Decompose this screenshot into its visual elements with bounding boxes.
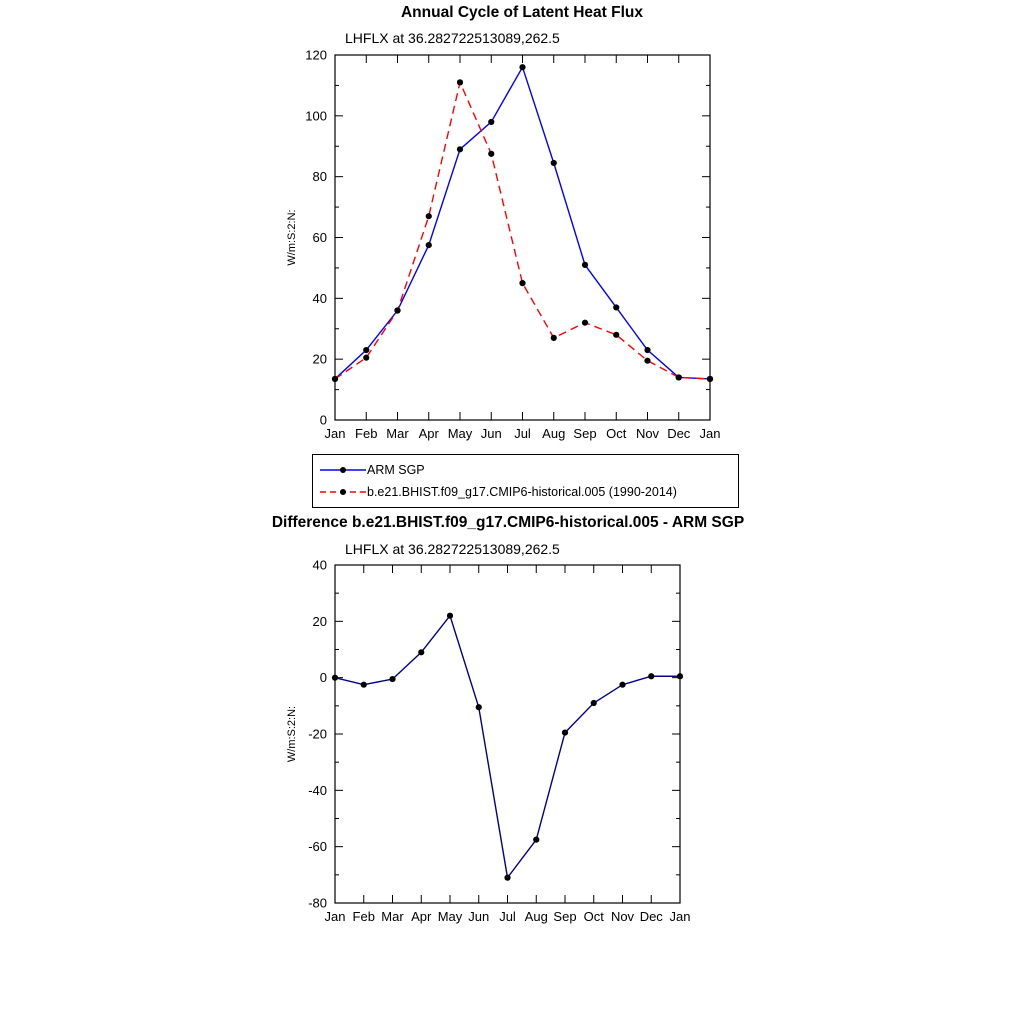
y-tick-label: 20 xyxy=(312,613,327,629)
legend-label-model: b.e21.BHIST.f09_g17.CMIP6-historical.005 (1990-2014) xyxy=(367,485,677,499)
y-axis-title: W/m:S:2:N: xyxy=(286,705,298,763)
annual-cycle-chart-subtitle: LHFLX at 36.282722513089,262.5 xyxy=(345,30,560,46)
data-point-marker xyxy=(476,704,482,710)
annual-cycle-chart-title: Annual Cycle of Latent Heat Flux xyxy=(400,4,644,21)
data-point-marker xyxy=(332,675,338,681)
x-tick-label: May xyxy=(437,909,463,924)
x-tick-label: Jan xyxy=(324,909,346,924)
plot-border xyxy=(335,55,710,420)
data-point-marker xyxy=(447,613,453,619)
data-point-marker xyxy=(562,729,568,735)
chart-annual-cycle xyxy=(286,48,720,442)
y-tick-label: -40 xyxy=(308,782,327,798)
y-tick-label: 100 xyxy=(305,108,327,124)
x-tick-label: Feb xyxy=(352,909,375,924)
x-tick-label: Sep xyxy=(573,426,597,441)
legend-line-sample-arm-sgp xyxy=(320,463,366,477)
legend-marker xyxy=(340,467,346,473)
x-tick-label: Aug xyxy=(542,426,566,441)
x-tick-label: Jan xyxy=(699,426,721,441)
y-tick-label: -20 xyxy=(308,726,327,742)
chart-difference xyxy=(286,558,690,925)
x-tick-label: Jan xyxy=(669,909,691,924)
y-tick-label: 60 xyxy=(312,230,327,245)
series-line-0 xyxy=(335,67,710,379)
x-tick-label: Oct xyxy=(583,909,604,924)
y-tick-label: 0 xyxy=(319,412,327,428)
y-tick-label: 20 xyxy=(312,351,327,367)
data-point-marker xyxy=(551,335,557,341)
data-point-marker xyxy=(426,213,432,219)
data-point-marker xyxy=(519,280,525,286)
data-point-marker xyxy=(613,304,619,310)
data-point-marker xyxy=(363,355,369,361)
x-tick-label: Jun xyxy=(468,909,490,924)
y-tick-label: 40 xyxy=(312,290,327,306)
data-point-marker xyxy=(677,673,683,679)
data-point-marker xyxy=(591,700,597,706)
data-point-marker xyxy=(457,146,463,152)
y-tick-label: 120 xyxy=(305,47,327,63)
difference-chart-subtitle: LHFLX at 36.282722513089,262.5 xyxy=(345,541,560,557)
legend-item-model xyxy=(313,481,738,503)
x-tick-label: Feb xyxy=(355,426,378,441)
x-tick-label: Aug xyxy=(524,909,548,924)
data-point-marker xyxy=(533,837,539,843)
data-point-marker xyxy=(332,376,338,382)
x-tick-label: Apr xyxy=(418,426,439,441)
x-tick-label: Mar xyxy=(381,909,404,924)
x-tick-label: Jan xyxy=(324,426,346,441)
x-tick-label: Nov xyxy=(610,909,635,924)
x-tick-label: Dec xyxy=(667,426,691,441)
legend-marker xyxy=(340,489,346,495)
plot-border xyxy=(335,565,680,903)
data-point-marker xyxy=(582,320,588,326)
y-tick-label: -60 xyxy=(308,839,327,855)
data-point-marker xyxy=(361,682,367,688)
data-point-marker xyxy=(644,358,650,364)
data-point-marker xyxy=(613,332,619,338)
data-point-marker xyxy=(619,682,625,688)
y-axis-title: W/m:S:2:N: xyxy=(286,209,298,266)
y-tick-label: 40 xyxy=(312,557,327,573)
data-point-marker xyxy=(418,649,424,655)
data-point-marker xyxy=(707,376,713,382)
y-tick-label: -80 xyxy=(308,895,327,911)
data-point-marker xyxy=(519,64,525,70)
x-tick-label: Nov xyxy=(635,426,660,441)
x-tick-label: May xyxy=(447,426,473,441)
data-point-marker xyxy=(648,673,654,679)
data-point-marker xyxy=(676,374,682,380)
data-point-marker xyxy=(644,347,650,353)
x-tick-label: Apr xyxy=(411,909,432,924)
legend-line-sample-model xyxy=(320,485,366,499)
data-point-marker xyxy=(389,676,395,682)
series-line-1 xyxy=(335,82,710,379)
data-point-marker xyxy=(426,242,432,248)
data-point-marker xyxy=(457,79,463,85)
x-tick-label: Mar xyxy=(386,426,409,441)
x-tick-label: Oct xyxy=(606,426,627,441)
data-point-marker xyxy=(504,875,510,881)
legend-box xyxy=(312,454,739,508)
difference-chart-title: Difference b.e21.BHIST.f09_g17.CMIP6-historical.005 - ARM SGP xyxy=(271,514,745,531)
data-point-marker xyxy=(363,347,369,353)
x-tick-label: Sep xyxy=(553,909,577,924)
legend-item-arm-sgp xyxy=(313,459,738,481)
data-point-marker xyxy=(394,307,400,313)
x-tick-label: Dec xyxy=(639,909,663,924)
legend-label-arm-sgp: ARM SGP xyxy=(367,463,425,477)
y-tick-label: 0 xyxy=(319,670,327,686)
data-point-marker xyxy=(488,119,494,125)
data-point-marker xyxy=(488,151,494,157)
data-point-marker xyxy=(551,160,557,166)
x-tick-label: Jul xyxy=(514,426,531,441)
x-tick-label: Jun xyxy=(480,426,502,441)
x-tick-label: Jul xyxy=(499,909,516,924)
series-line-0 xyxy=(335,616,680,878)
data-point-marker xyxy=(582,262,588,268)
y-tick-label: 80 xyxy=(312,169,327,185)
